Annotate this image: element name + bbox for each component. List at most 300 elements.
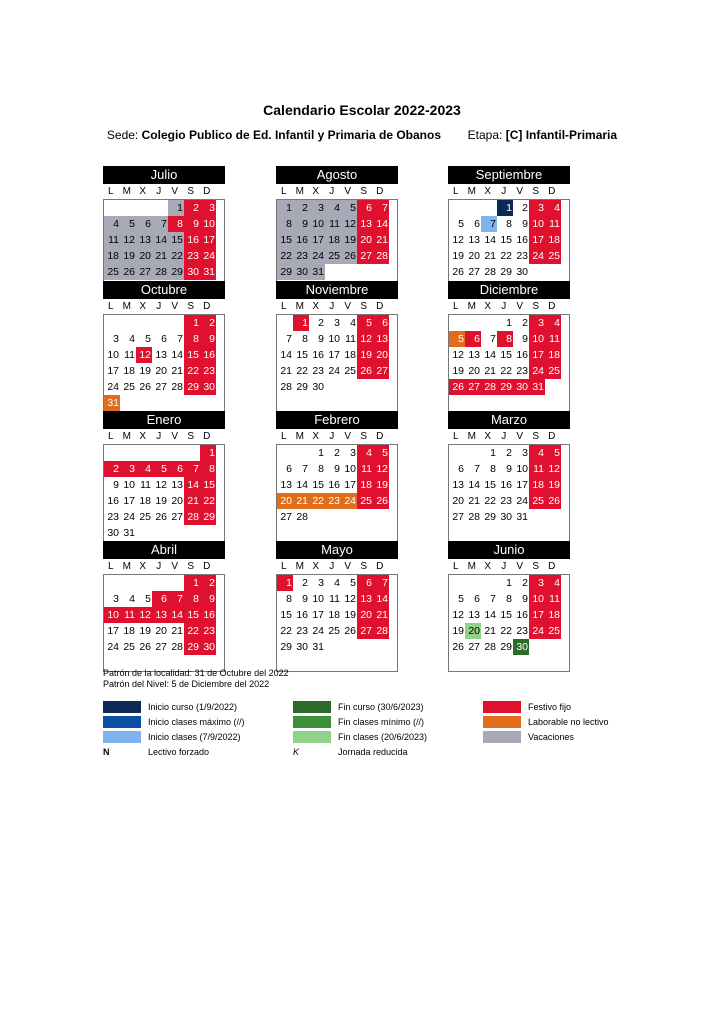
day-cell: 27 — [468, 266, 480, 278]
legend-swatch-festivo-fijo — [483, 701, 521, 713]
day-cell: 1 — [184, 315, 200, 331]
day-cell: 6 — [357, 575, 373, 591]
weekday-label: S — [360, 561, 368, 572]
weekday-row — [276, 559, 398, 574]
legend-swatch-inicio-clases — [103, 731, 141, 743]
weekday-row — [103, 559, 225, 574]
day-cell: 5 — [373, 445, 389, 461]
weekday-label: D — [376, 301, 384, 312]
day-cell: 11 — [545, 216, 561, 232]
day-cell: 29 — [500, 641, 512, 653]
weekday-label: D — [203, 301, 211, 312]
month-header: Enero — [103, 411, 225, 429]
day-cell: 7 — [490, 333, 496, 345]
day-cell: 18 — [325, 232, 341, 248]
weekday-label: V — [516, 561, 524, 572]
day-cell: 5 — [145, 593, 151, 605]
day-cell: 5 — [145, 333, 151, 345]
day-cell: 13 — [468, 234, 480, 246]
legend-swatch-laborable-no-lectivo — [483, 716, 521, 728]
weekday-label: S — [532, 301, 540, 312]
day-cell: 3 — [318, 577, 324, 589]
day-cell: 11 — [104, 232, 120, 248]
day-cell: 24 — [328, 365, 340, 377]
weekday-label: V — [171, 186, 179, 197]
day-cell: 30 — [200, 379, 216, 395]
legend-swatch-inicio-curso — [103, 701, 141, 713]
day-cell: 23 — [200, 623, 216, 639]
day-cell: 21 — [373, 232, 389, 248]
day-cell: 21 — [468, 495, 480, 507]
day-cell: 29 — [200, 509, 216, 525]
day-cell: 27 — [357, 248, 373, 264]
day-cell: 12 — [136, 347, 152, 363]
legend-symbol-lectivo-forzado: N — [103, 747, 110, 757]
weekday-label: X — [484, 186, 492, 197]
weekday-label: S — [187, 431, 195, 442]
day-cell: 2 — [184, 200, 200, 216]
day-cell: 11 — [357, 461, 373, 477]
day-cell: 16 — [200, 347, 216, 363]
weekday-label: M — [122, 561, 132, 572]
weekday-label: J — [501, 561, 507, 572]
weekday-label: X — [312, 561, 320, 572]
weekday-label: L — [107, 431, 115, 442]
weekday-label: D — [376, 431, 384, 442]
weekday-label: J — [329, 431, 335, 442]
day-cell: 6 — [136, 216, 152, 232]
day-cell: 8 — [184, 591, 200, 607]
day-cell: 19 — [357, 347, 373, 363]
day-cell: 28 — [373, 623, 389, 639]
day-cell: 28 — [373, 248, 389, 264]
day-cell: 17 — [123, 495, 135, 507]
day-cell: 6 — [161, 333, 167, 345]
day-cell: 24 — [341, 493, 357, 509]
empty-cell — [481, 315, 497, 331]
weekday-label: J — [501, 301, 507, 312]
day-cell: 27 — [373, 363, 389, 379]
day-cell: 3 — [200, 200, 216, 216]
day-cell: 20 — [155, 365, 167, 377]
day-cell: 3 — [334, 317, 340, 329]
day-cell: 6 — [286, 463, 292, 475]
day-cell: 7 — [373, 575, 389, 591]
empty-cell — [277, 315, 293, 331]
day-cell: 25 — [545, 248, 561, 264]
day-cell: 13 — [136, 232, 152, 248]
day-cell: 8 — [184, 331, 200, 347]
day-cell: 31 — [123, 527, 135, 539]
weekday-label: D — [376, 186, 384, 197]
day-cell: 7 — [490, 593, 496, 605]
day-cell: 1 — [506, 317, 512, 329]
day-cell: 2 — [293, 200, 309, 216]
day-grid — [448, 574, 570, 672]
month-enero — [103, 411, 225, 542]
day-cell: 2 — [302, 577, 308, 589]
empty-cell — [136, 575, 152, 591]
day-cell: 17 — [516, 479, 528, 491]
day-cell: 10 — [200, 216, 216, 232]
weekday-row — [103, 429, 225, 444]
day-cell: 9 — [506, 463, 512, 475]
day-cell: 19 — [341, 232, 357, 248]
weekday-label: J — [329, 186, 335, 197]
empty-cell — [152, 200, 168, 216]
day-cell: 22 — [280, 625, 292, 637]
day-cell: 13 — [357, 591, 373, 607]
day-cell: 5 — [458, 593, 464, 605]
day-cell: 18 — [545, 607, 561, 623]
day-cell: 13 — [452, 479, 464, 491]
empty-cell — [136, 445, 152, 461]
day-cell: 9 — [522, 333, 528, 345]
day-cell: 18 — [123, 625, 135, 637]
day-cell: 31 — [312, 641, 324, 653]
weekday-label: X — [139, 431, 147, 442]
day-cell: 26 — [449, 379, 465, 395]
day-cell: 29 — [280, 641, 292, 653]
day-cell: 10 — [309, 216, 325, 232]
weekday-label: L — [280, 301, 288, 312]
day-cell: 22 — [168, 248, 184, 264]
day-cell: 4 — [334, 577, 340, 589]
day-cell: 21 — [184, 493, 200, 509]
day-cell: 15 — [200, 477, 216, 493]
day-cell: 4 — [529, 445, 545, 461]
weekday-label: X — [139, 186, 147, 197]
day-cell: 19 — [545, 477, 561, 493]
day-cell: 8 — [168, 216, 184, 232]
day-cell: 14 — [373, 591, 389, 607]
weekday-label: S — [532, 431, 540, 442]
day-cell: 19 — [452, 625, 464, 637]
day-cell: 2 — [522, 577, 528, 589]
day-cell: 15 — [312, 479, 324, 491]
day-cell: 6 — [357, 200, 373, 216]
day-cell: 23 — [312, 365, 324, 377]
weekday-label: S — [360, 301, 368, 312]
weekday-label: V — [516, 301, 524, 312]
day-cell: 30 — [296, 641, 308, 653]
weekday-label: L — [452, 186, 460, 197]
day-cell: 2 — [522, 317, 528, 329]
weekday-label: J — [501, 186, 507, 197]
day-grid — [103, 574, 225, 672]
day-cell: 4 — [350, 317, 356, 329]
day-cell: 23 — [325, 493, 341, 509]
day-cell: 4 — [325, 200, 341, 216]
day-cell: 1 — [506, 577, 512, 589]
day-cell: 16 — [296, 609, 308, 621]
weekday-row — [448, 184, 570, 199]
day-cell: 3 — [529, 200, 545, 216]
day-cell: 14 — [484, 609, 496, 621]
legend-swatch-fin-curso — [293, 701, 331, 713]
day-cell: 20 — [357, 607, 373, 623]
weekday-label: M — [122, 186, 132, 197]
day-cell: 30 — [200, 639, 216, 655]
notes — [103, 668, 289, 690]
day-cell: 4 — [545, 315, 561, 331]
day-cell: 9 — [302, 593, 308, 605]
day-cell: 15 — [277, 232, 293, 248]
weekday-label: D — [548, 186, 556, 197]
day-cell: 17 — [309, 232, 325, 248]
day-cell: 1 — [293, 315, 309, 331]
weekday-label: M — [467, 186, 477, 197]
day-cell: 13 — [468, 349, 480, 361]
day-cell: 17 — [529, 347, 545, 363]
day-cell: 27 — [452, 511, 464, 523]
month-diciembre — [448, 281, 570, 412]
day-cell: 22 — [184, 363, 200, 379]
weekday-label: V — [344, 431, 352, 442]
day-cell: 29 — [296, 381, 308, 393]
day-cell: 4 — [357, 445, 373, 461]
subtitle — [0, 128, 724, 142]
weekday-row — [448, 559, 570, 574]
day-cell: 19 — [452, 365, 464, 377]
day-cell: 14 — [168, 607, 184, 623]
day-cell: 4 — [104, 216, 120, 232]
day-cell: 12 — [452, 609, 464, 621]
day-cell: 30 — [312, 381, 324, 393]
day-cell: 18 — [545, 232, 561, 248]
empty-cell — [449, 445, 465, 461]
day-cell: 19 — [452, 250, 464, 262]
day-cell: 24 — [529, 363, 545, 379]
etapa-value: [C] Infantil-Primaria — [505, 128, 618, 142]
weekday-label: L — [107, 301, 115, 312]
day-cell: 24 — [200, 248, 216, 264]
day-cell: 2 — [318, 317, 324, 329]
day-cell: 25 — [328, 625, 340, 637]
empty-cell — [465, 200, 481, 216]
day-cell: 5 — [350, 577, 356, 589]
empty-cell — [152, 315, 168, 331]
empty-cell — [465, 445, 481, 461]
day-cell: 22 — [484, 495, 496, 507]
empty-cell — [120, 200, 136, 216]
day-cell: 2 — [522, 202, 528, 214]
month-header: Diciembre — [448, 281, 570, 299]
day-cell: 10 — [107, 349, 119, 361]
day-cell: 16 — [200, 607, 216, 623]
day-grid — [448, 314, 570, 412]
day-cell: 3 — [350, 447, 356, 459]
empty-cell — [104, 445, 120, 461]
day-grid — [276, 444, 398, 542]
day-cell: 14 — [152, 232, 168, 248]
day-cell: 17 — [344, 479, 356, 491]
day-cell: 16 — [312, 349, 324, 361]
weekday-label: M — [467, 431, 477, 442]
day-cell: 13 — [280, 479, 292, 491]
page-title: Calendario Escolar 2022-2023 — [263, 102, 461, 118]
month-agosto — [276, 166, 398, 297]
day-cell: 18 — [123, 365, 135, 377]
weekday-label: L — [107, 186, 115, 197]
month-header: Febrero — [276, 411, 398, 429]
day-cell: 6 — [458, 463, 464, 475]
day-cell: 13 — [373, 331, 389, 347]
day-cell: 6 — [465, 331, 481, 347]
day-cell: 20 — [171, 495, 183, 507]
day-cell: 25 — [139, 511, 151, 523]
day-cell: 2 — [200, 575, 216, 591]
day-cell: 26 — [139, 641, 151, 653]
day-cell: 28 — [152, 264, 168, 280]
empty-cell — [120, 315, 136, 331]
day-cell: 26 — [120, 264, 136, 280]
day-cell: 8 — [277, 216, 293, 232]
weekday-label: D — [548, 431, 556, 442]
day-cell: 5 — [341, 200, 357, 216]
etapa-label: Etapa: — [467, 128, 503, 142]
patron-nivel-note: Patrón del Nivel: 5 de Diciembre del 2022 — [103, 679, 270, 689]
day-cell: 4 — [545, 200, 561, 216]
day-cell: 11 — [124, 349, 135, 361]
empty-cell — [136, 315, 152, 331]
day-cell: 8 — [497, 331, 513, 347]
weekday-label: X — [312, 431, 320, 442]
day-cell: 10 — [529, 216, 545, 232]
day-cell: 31 — [309, 264, 325, 280]
day-cell: 21 — [484, 365, 496, 377]
empty-cell — [104, 575, 120, 591]
day-cell: 9 — [200, 591, 216, 607]
day-cell: 26 — [545, 493, 561, 509]
month-header: Julio — [103, 166, 225, 184]
day-cell: 8 — [490, 463, 496, 475]
day-cell: 22 — [500, 250, 512, 262]
day-cell: 30 — [513, 379, 529, 395]
month-noviembre — [276, 281, 398, 412]
day-cell: 17 — [328, 349, 340, 361]
day-cell: 20 — [136, 248, 152, 264]
day-cell: 29 — [168, 264, 184, 280]
day-cell: 3 — [120, 461, 136, 477]
weekday-label: D — [376, 561, 384, 572]
weekday-label: V — [344, 186, 352, 197]
day-cell: 15 — [484, 479, 496, 491]
weekday-label: V — [344, 301, 352, 312]
day-cell: 27 — [280, 511, 292, 523]
day-cell: 28 — [481, 379, 497, 395]
day-cell: 26 — [344, 625, 356, 637]
empty-cell — [168, 445, 184, 461]
day-cell: 25 — [123, 381, 135, 393]
day-cell: 11 — [345, 333, 356, 345]
day-cell: 9 — [522, 218, 528, 230]
day-cell: 31 — [516, 511, 528, 523]
empty-cell — [104, 200, 120, 216]
day-cell: 20 — [468, 250, 480, 262]
legend-swatch-inicio-clases-maximo — [103, 716, 141, 728]
weekday-label: L — [452, 301, 460, 312]
month-septiembre — [448, 166, 570, 297]
weekday-label: V — [344, 561, 352, 572]
day-cell: 27 — [155, 381, 167, 393]
day-cell: 25 — [325, 248, 341, 264]
day-cell: 30 — [513, 639, 529, 655]
day-cell: 9 — [184, 216, 200, 232]
day-cell: 21 — [484, 625, 496, 637]
day-cell: 26 — [373, 493, 389, 509]
weekday-label: V — [516, 186, 524, 197]
weekday-label: M — [467, 301, 477, 312]
day-cell: 12 — [373, 461, 389, 477]
day-cell: 23 — [107, 511, 119, 523]
day-cell: 23 — [293, 248, 309, 264]
weekday-label: J — [329, 561, 335, 572]
weekday-label: X — [484, 301, 492, 312]
day-grid — [103, 314, 225, 412]
day-cell: 16 — [293, 232, 309, 248]
day-cell: 24 — [123, 511, 135, 523]
empty-cell — [168, 315, 184, 331]
day-cell: 23 — [516, 250, 528, 262]
day-cell: 18 — [545, 347, 561, 363]
month-febrero — [276, 411, 398, 542]
day-cell: 5 — [357, 315, 373, 331]
day-cell: 1 — [168, 200, 184, 216]
day-cell: 30 — [293, 264, 309, 280]
weekday-label: X — [139, 301, 147, 312]
weekday-label: J — [329, 301, 335, 312]
day-cell: 14 — [468, 479, 480, 491]
day-cell: 17 — [529, 607, 545, 623]
empty-cell — [293, 445, 309, 461]
day-cell: 1 — [497, 200, 513, 216]
day-cell: 25 — [123, 641, 135, 653]
day-cell: 24 — [107, 641, 119, 653]
day-cell: 22 — [500, 625, 512, 637]
day-cell: 23 — [516, 365, 528, 377]
day-cell: 27 — [136, 264, 152, 280]
day-cell: 10 — [312, 593, 324, 605]
day-cell: 3 — [113, 593, 119, 605]
empty-cell — [152, 445, 168, 461]
day-cell: 1 — [490, 447, 496, 459]
day-cell: 14 — [280, 349, 292, 361]
weekday-row — [103, 299, 225, 314]
weekday-row — [276, 299, 398, 314]
weekday-label: V — [171, 301, 179, 312]
month-header: Octubre — [103, 281, 225, 299]
day-cell: 27 — [465, 379, 481, 395]
day-cell: 25 — [529, 493, 545, 509]
day-cell: 18 — [104, 248, 120, 264]
day-cell: 21 — [152, 248, 168, 264]
month-julio — [103, 166, 225, 297]
day-cell: 20 — [452, 495, 464, 507]
day-cell: 16 — [107, 495, 119, 507]
day-cell: 28 — [484, 266, 496, 278]
day-cell: 29 — [500, 266, 512, 278]
day-cell: 25 — [545, 623, 561, 639]
day-cell: 8 — [200, 461, 216, 477]
empty-cell — [120, 445, 136, 461]
day-cell: 9 — [334, 463, 340, 475]
day-cell: 7 — [474, 463, 480, 475]
weekday-label: X — [484, 431, 492, 442]
day-cell: 19 — [120, 248, 136, 264]
day-cell: 18 — [357, 477, 373, 493]
day-cell: 30 — [107, 527, 119, 539]
